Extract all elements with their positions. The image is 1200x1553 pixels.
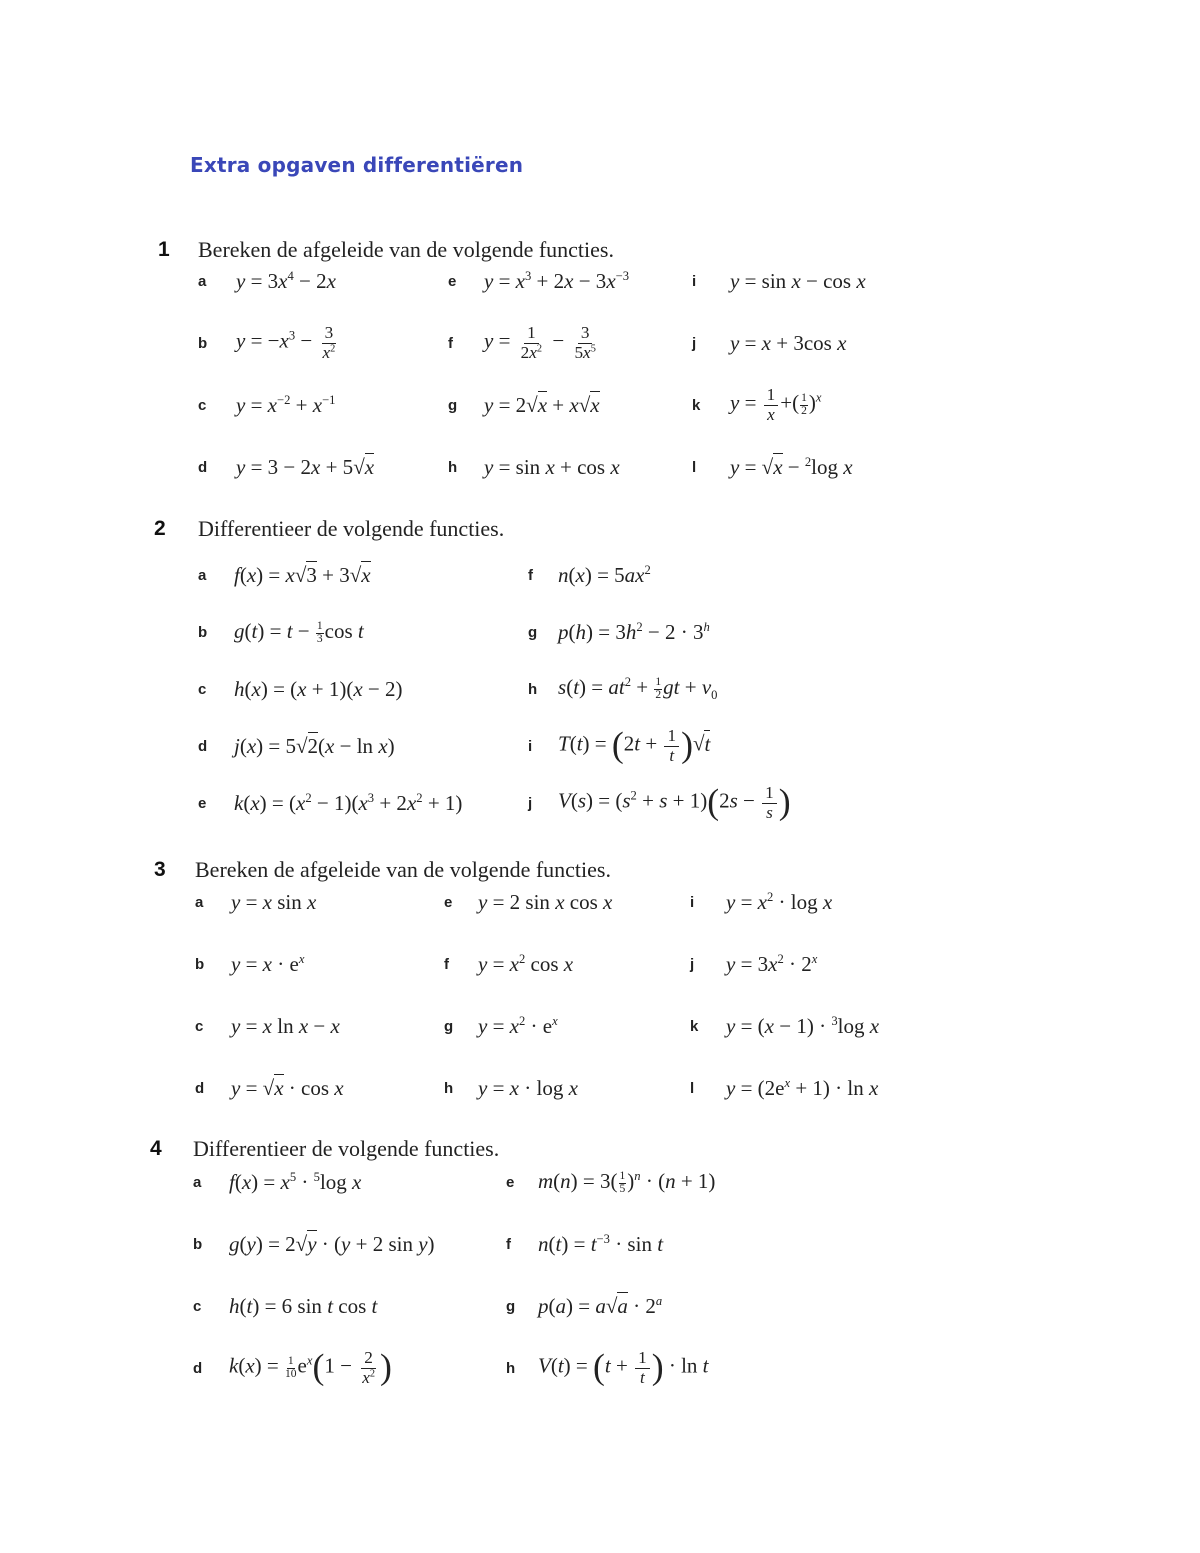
formula: $V(s) = (s^2 + s + 1)(2s$ − $\frac{1}{s}$ ) [558, 782, 791, 823]
item-label: i [528, 737, 533, 755]
exercise-item [692, 380, 822, 430]
formula: y = √x · cos x [231, 1075, 344, 1100]
formula: y = 2 sin x cos x [478, 889, 613, 914]
item-label: h [506, 1359, 516, 1377]
formula: y = √x − $^2$log x [730, 454, 853, 479]
formula: $y = x^2 \cdot \log x$ [726, 889, 833, 914]
exercise-item [195, 1001, 340, 1051]
item-label: e [198, 794, 207, 812]
exercise-item [692, 442, 853, 492]
exercise-item [506, 1157, 715, 1207]
exercise-item [198, 318, 340, 368]
formula: y = 2√x + x√x [484, 392, 600, 417]
exercise-item [195, 939, 304, 989]
formula: $y = 3x^2 \cdot 2^x$ [726, 951, 818, 976]
exercise-item [690, 939, 817, 989]
item-label: a [198, 272, 207, 290]
exercise-title: Differentieer de volgende functies. [193, 1136, 500, 1161]
exercise-item [690, 1001, 879, 1051]
exercise-item [528, 778, 791, 828]
exercise-title: Bereken de afgeleide van de volgende functies. [195, 857, 611, 882]
item-label: k [692, 396, 701, 414]
item-label: i [690, 893, 695, 911]
formula: $y = x^2$ cos x [478, 951, 574, 976]
exercise-item [448, 256, 629, 306]
item-label: h [448, 458, 458, 476]
formula: V(t) = (t + $\frac{1}{t}$ ) · ln t [538, 1347, 709, 1388]
item-label: l [692, 458, 697, 476]
item-label: e [444, 893, 453, 911]
exercise-item [692, 318, 846, 368]
item-label: g [528, 623, 538, 641]
formula: $p(h) = 3h^2 - 2 \cdot 3^h$ [558, 619, 710, 644]
formula: y = x ln x − x [231, 1013, 340, 1038]
exercise-title: Bereken de afgeleide van de volgende functies. [198, 237, 614, 262]
item-label: d [198, 458, 208, 476]
exercise-item [193, 1157, 361, 1207]
exercise-item [690, 1063, 878, 1113]
formula: y = x · log x [478, 1075, 578, 1100]
formula: y = (x − 1) · $^3$log x [726, 1013, 880, 1038]
exercise-item [193, 1281, 377, 1331]
exercise-number: 2 [154, 517, 166, 540]
item-label: f [444, 955, 449, 973]
exercise-item [506, 1219, 663, 1269]
exercise-item [198, 380, 335, 430]
exercise-item [448, 318, 601, 368]
exercise-item [528, 664, 717, 714]
item-label: c [198, 680, 207, 698]
item-label: f [448, 334, 453, 352]
formula: $p(a) = a√a \cdot 2^a$ [538, 1293, 663, 1318]
item-label: j [528, 794, 533, 812]
formula: T(t) = (2t + $\frac{1}{t}$ )√t [558, 725, 711, 766]
exercise-item [198, 442, 374, 492]
item-label: b [198, 334, 208, 352]
formula: m(n) = 3( $\frac{1}{5}$ )$^n$ · (n + 1) [538, 1168, 716, 1195]
exercise-item [444, 877, 612, 927]
exercise-item [506, 1343, 709, 1393]
exercise-item [692, 256, 866, 306]
item-label: g [506, 1297, 516, 1315]
formula: $y = -x^3$ − $\frac{3}{x^2}$ [236, 323, 336, 362]
item-label: a [198, 566, 207, 584]
item-label: e [506, 1173, 515, 1191]
formula: y = $\frac{1}{x}$ +( $\frac{1}{2}$ )$^x$ [730, 385, 822, 424]
item-label: h [444, 1079, 454, 1097]
exercise-item [195, 1063, 344, 1113]
exercise-title: Differentieer de volgende functies. [198, 516, 505, 541]
formula: $f(x) = x^5 \cdot ^5\log$ x [229, 1169, 362, 1194]
formula: j(x) = 5√2(x − ln x) [234, 733, 395, 758]
exercise-item [193, 1219, 435, 1269]
exercise-number: 4 [150, 1137, 162, 1160]
item-label: k [690, 1017, 699, 1035]
item-label: a [195, 893, 204, 911]
item-label: i [692, 272, 697, 290]
page-title: Extra opgaven differentiëren [190, 153, 524, 177]
formula: g(y) = 2√y · (y + 2 sin y) [229, 1231, 435, 1256]
exercise-item [444, 1063, 578, 1113]
item-label: b [198, 623, 208, 641]
exercise-number: 1 [158, 238, 170, 261]
formula: $n(t) = t^{-3} \cdot \sin t$ [538, 1231, 664, 1256]
item-label: l [690, 1079, 695, 1097]
formula: y = x + 3cos x [730, 330, 847, 355]
formula: $k(x) = (x^2 - 1)(x^3 + 2x^2 + 1)$ [234, 790, 463, 815]
formula: h(t) = 6 sin t cos t [229, 1293, 378, 1318]
exercise-item [198, 664, 403, 714]
exercise-item [198, 607, 364, 657]
exercise-item [198, 721, 395, 771]
exercise-item [690, 877, 832, 927]
exercise-item [198, 550, 371, 600]
item-label: g [448, 396, 458, 414]
exercise-item [444, 939, 573, 989]
formula: $y = x^2 \cdot e^x$ [478, 1013, 558, 1038]
item-label: c [198, 396, 207, 414]
formula: k(x) = $\frac{1}{10}$ $e^x(1$ − $\frac{2}{x^2}$ ) [229, 1347, 392, 1388]
item-label: c [193, 1297, 202, 1315]
item-label: e [448, 272, 457, 290]
exercise-item [195, 877, 316, 927]
exercise-item [193, 1343, 392, 1393]
item-label: b [195, 955, 205, 973]
item-label: g [444, 1017, 454, 1035]
formula: f(x) = x√3 + 3√x [234, 562, 371, 587]
item-label: f [528, 566, 533, 584]
formula: y = 3 − 2x + 5√x [236, 454, 375, 479]
exercise-item [528, 607, 710, 657]
item-label: f [506, 1235, 511, 1253]
item-label: d [193, 1359, 203, 1377]
exercise-item [506, 1281, 662, 1331]
item-label: j [692, 334, 697, 352]
item-label: h [528, 680, 538, 698]
item-label: b [193, 1235, 203, 1253]
exercise-number: 3 [154, 858, 166, 881]
formula: $y = x^{-2} + x^{-1}$ [236, 392, 336, 417]
formula: h(x) = (x + 1)(x − 2) [234, 676, 403, 701]
formula: $y = (2e^x + 1) \cdot \ln x$ [726, 1075, 879, 1100]
formula: y = sin x + cos x [484, 454, 620, 479]
item-label: d [195, 1079, 205, 1097]
formula: y = sin x − cos x [730, 268, 866, 293]
formula: $n(x) = 5ax^2$ [558, 562, 651, 587]
formula: $y = x \cdot e^x$ [231, 951, 305, 976]
formula: y = x sin x [231, 889, 317, 914]
formula: g(t) = t − $\frac{1}{3}$ cos t [234, 618, 364, 645]
item-label: d [198, 737, 208, 755]
exercise-item [448, 442, 620, 492]
exercise-item [528, 550, 651, 600]
formula: $s(t) = at^2$ + $\frac{1}{2}$ gt + $v_0$ [558, 674, 718, 703]
formula: y = $\frac{1}{2x^2}$ − $\frac{3}{5x^5}$ [484, 323, 596, 362]
formula: $y = x^3 + 2x - 3x^{-3}$ [484, 268, 630, 293]
item-label: a [193, 1173, 202, 1191]
exercise-item [198, 778, 462, 828]
exercise-item [444, 1001, 558, 1051]
exercise-item [528, 721, 710, 771]
exercise-item [448, 380, 600, 430]
item-label: j [690, 955, 695, 973]
exercise-item [198, 256, 336, 306]
formula: $y = 3x^4 - 2x$ [236, 268, 336, 293]
item-label: c [195, 1017, 204, 1035]
